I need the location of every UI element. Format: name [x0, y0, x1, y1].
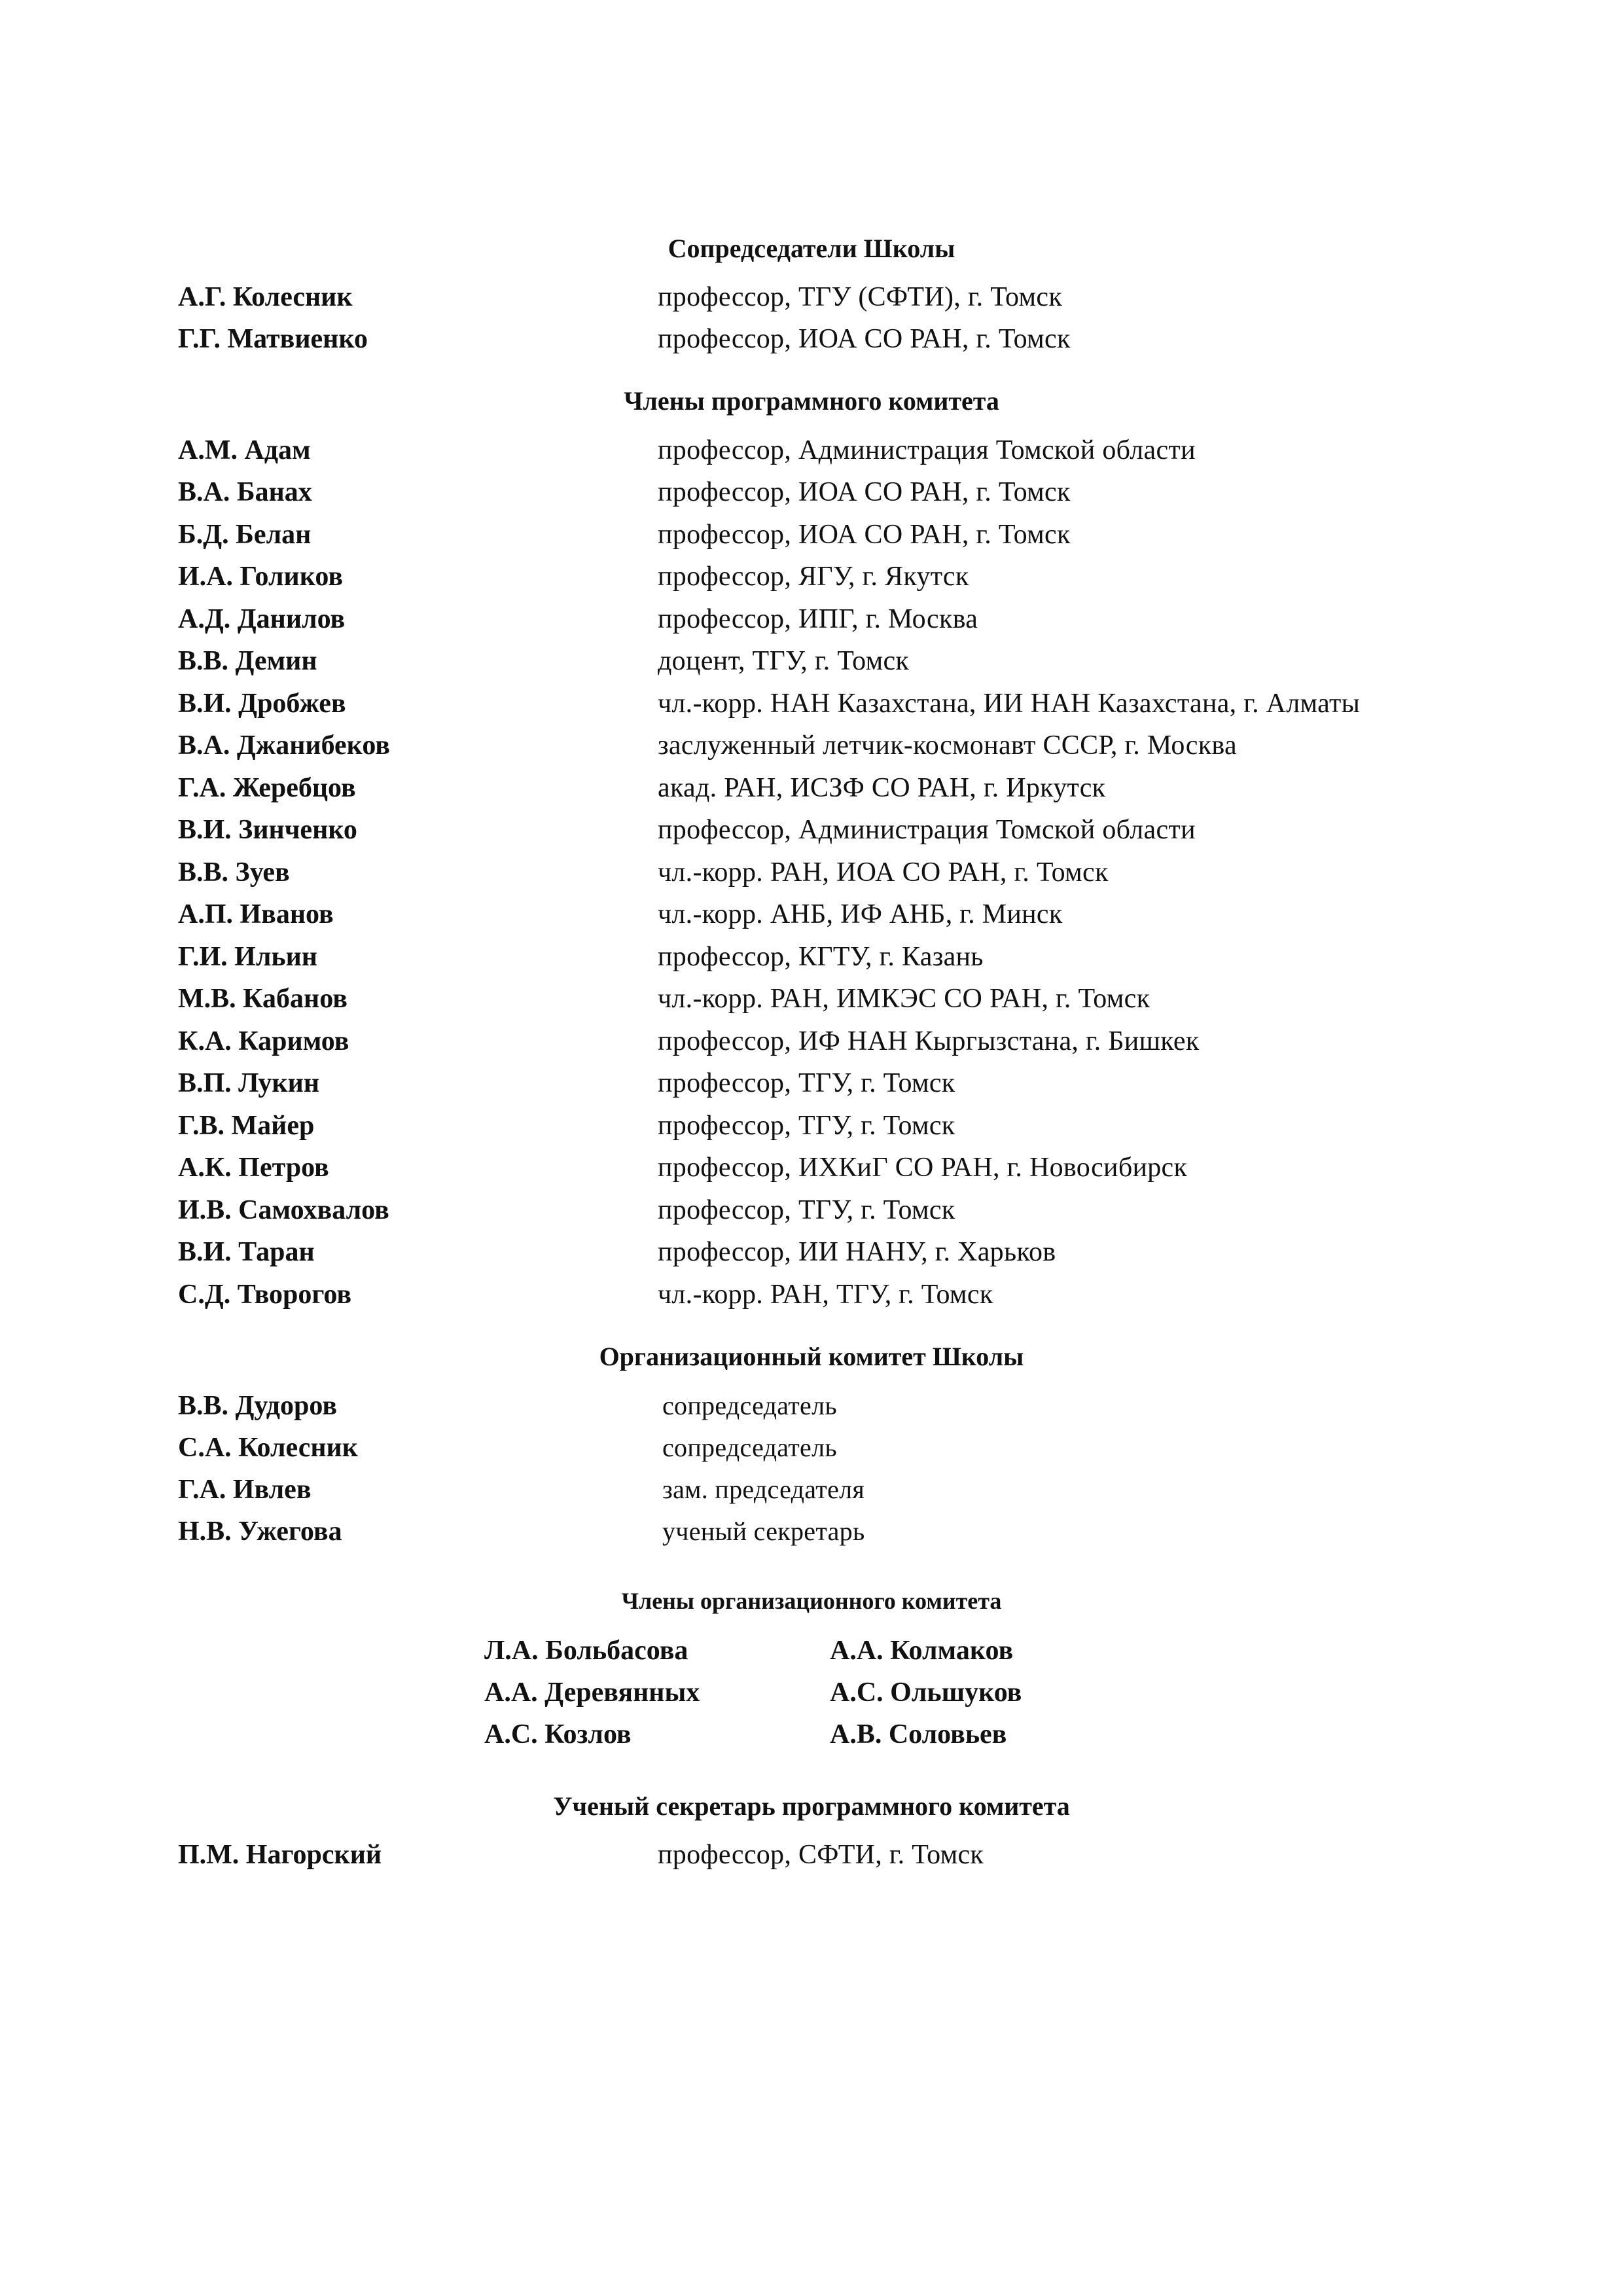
member-name: А.А. Колмаков	[830, 1636, 1014, 1666]
program-committee-row	[0, 809, 1623, 851]
person-name: П.М. Нагорский	[178, 1840, 382, 1870]
person-affiliation: профессор, ИХКиГ СО РАН, г. Новосибирск	[658, 1153, 1188, 1183]
program-committee-row	[0, 978, 1623, 1020]
person-affiliation: чл.-корр. АНБ, ИФ АНБ, г. Минск	[658, 899, 1063, 929]
person-affiliation: профессор, ИФ НАН Кыргызстана, г. Бишкек	[658, 1026, 1200, 1056]
section-heading-program-secretary: Ученый секретарь программного комитета	[553, 1791, 1070, 1821]
person-name: Г.В. Майер	[178, 1111, 315, 1141]
person-affiliation: профессор, ИОА СО РАН, г. Томск	[658, 324, 1071, 354]
person-role: зам. председателя	[662, 1475, 865, 1504]
person-name: А.М. Адам	[178, 435, 311, 465]
program-committee-row	[0, 598, 1623, 640]
member-name: А.А. Деревянных	[484, 1677, 700, 1708]
person-affiliation: профессор, Администрация Томской области	[658, 815, 1196, 845]
person-name: С.Д. Творогов	[178, 1280, 352, 1310]
program-committee-row	[0, 767, 1623, 809]
cochair-row	[0, 276, 1623, 318]
person-name: Г.Г. Матвиенко	[178, 324, 368, 354]
person-name: В.В. Зуев	[178, 857, 290, 888]
member-name: А.С. Козлов	[484, 1719, 632, 1749]
program-committee-row	[0, 471, 1623, 513]
program-committee-row	[0, 893, 1623, 935]
program-secretary-row	[0, 1834, 1623, 1876]
program-committee-row	[0, 1020, 1623, 1062]
person-role: сопредседатель	[662, 1391, 837, 1420]
person-affiliation: чл.-корр. РАН, ТГУ, г. Томск	[658, 1280, 993, 1310]
person-role: сопредседатель	[662, 1433, 837, 1462]
member-name: Л.А. Больбасова	[484, 1636, 688, 1666]
org-committee-row	[0, 1511, 1623, 1552]
person-name: И.А. Голиков	[178, 562, 344, 592]
section-heading-program-committee: Члены программного комитета	[624, 386, 999, 416]
person-affiliation: профессор, ИИ НАНУ, г. Харьков	[658, 1237, 1056, 1267]
program-committee-row	[0, 1147, 1623, 1189]
person-name: К.А. Каримов	[178, 1026, 349, 1056]
person-affiliation: доцент, ТГУ, г. Томск	[658, 646, 910, 676]
program-committee-row	[0, 725, 1623, 766]
person-name: Г.И. Ильин	[178, 942, 317, 972]
person-affiliation: профессор, ТГУ, г. Томск	[658, 1195, 955, 1225]
person-role: ученый секретарь	[662, 1516, 865, 1546]
person-affiliation: профессор, ТГУ (СФТИ), г. Томск	[658, 282, 1063, 312]
cochair-row	[0, 318, 1623, 360]
person-name: С.А. Колесник	[178, 1433, 358, 1463]
section-heading-cochairs: Сопредседатели Школы	[668, 234, 955, 263]
member-name: А.В. Соловьев	[830, 1719, 1007, 1749]
org-committee-row	[0, 1427, 1623, 1469]
program-committee-row	[0, 852, 1623, 893]
person-affiliation: профессор, ИОА СО РАН, г. Томск	[658, 477, 1071, 507]
program-committee-row	[0, 514, 1623, 556]
person-name: М.В. Кабанов	[178, 984, 348, 1014]
person-name: В.И. Дробжев	[178, 689, 346, 719]
program-committee-row	[0, 556, 1623, 598]
org-members-left-column	[484, 1630, 700, 1755]
person-name: В.П. Лукин	[178, 1068, 320, 1098]
person-name: В.А. Джанибеков	[178, 730, 390, 761]
person-name: Г.А. Жеребцов	[178, 773, 356, 803]
person-affiliation: чл.-корр. РАН, ИМКЭС СО РАН, г. Томск	[658, 984, 1150, 1014]
person-affiliation: профессор, Администрация Томской области	[658, 435, 1196, 465]
person-name: Б.Д. Белан	[178, 520, 312, 550]
section-heading-org-committee: Организационный комитет Школы	[599, 1342, 1024, 1371]
person-affiliation: профессор, КГТУ, г. Казань	[658, 942, 984, 972]
person-affiliation: чл.-корр. НАН Казахстана, ИИ НАН Казахстана, г. Алматы	[658, 689, 1361, 719]
member-name: А.С. Ольшуков	[830, 1677, 1022, 1708]
person-affiliation: профессор, ТГУ, г. Томск	[658, 1111, 955, 1141]
program-committee-row	[0, 1231, 1623, 1273]
person-name: Г.А. Ивлев	[178, 1475, 312, 1505]
person-affiliation: профессор, ЯГУ, г. Якутск	[658, 562, 969, 592]
person-affiliation: профессор, ТГУ, г. Томск	[658, 1068, 955, 1098]
person-name: А.Д. Данилов	[178, 604, 346, 634]
person-name: В.И. Зинченко	[178, 815, 357, 845]
person-name: В.В. Дудоров	[178, 1391, 338, 1421]
person-name: Н.В. Ужегова	[178, 1516, 342, 1547]
person-name: В.А. Банах	[178, 477, 312, 507]
org-members-right-column	[830, 1630, 1022, 1755]
section-heading-org-members: Члены организационного комитета	[621, 1588, 1002, 1614]
program-committee-row	[0, 429, 1623, 471]
person-affiliation: акад. РАН, ИСЗФ СО РАН, г. Иркутск	[658, 773, 1106, 803]
person-name: А.П. Иванов	[178, 899, 334, 929]
person-name: А.К. Петров	[178, 1153, 329, 1183]
person-name: В.В. Демин	[178, 646, 317, 676]
program-committee-row	[0, 936, 1623, 978]
person-affiliation: профессор, ИОА СО РАН, г. Томск	[658, 520, 1071, 550]
person-affiliation: профессор, ИПГ, г. Москва	[658, 604, 978, 634]
program-committee-row	[0, 1274, 1623, 1316]
person-affiliation: заслуженный летчик-космонавт СССР, г. Москва	[658, 730, 1237, 761]
person-name: А.Г. Колесник	[178, 282, 353, 312]
program-committee-row	[0, 1105, 1623, 1147]
program-committee-row	[0, 683, 1623, 725]
org-committee-row	[0, 1385, 1623, 1427]
person-affiliation: чл.-корр. РАН, ИОА СО РАН, г. Томск	[658, 857, 1109, 888]
org-committee-row	[0, 1469, 1623, 1511]
person-name: В.И. Таран	[178, 1237, 315, 1267]
program-committee-row	[0, 640, 1623, 682]
person-name: И.В. Самохвалов	[178, 1195, 389, 1225]
person-affiliation: профессор, СФТИ, г. Томск	[658, 1840, 984, 1870]
program-committee-row	[0, 1189, 1623, 1231]
program-committee-row	[0, 1062, 1623, 1104]
